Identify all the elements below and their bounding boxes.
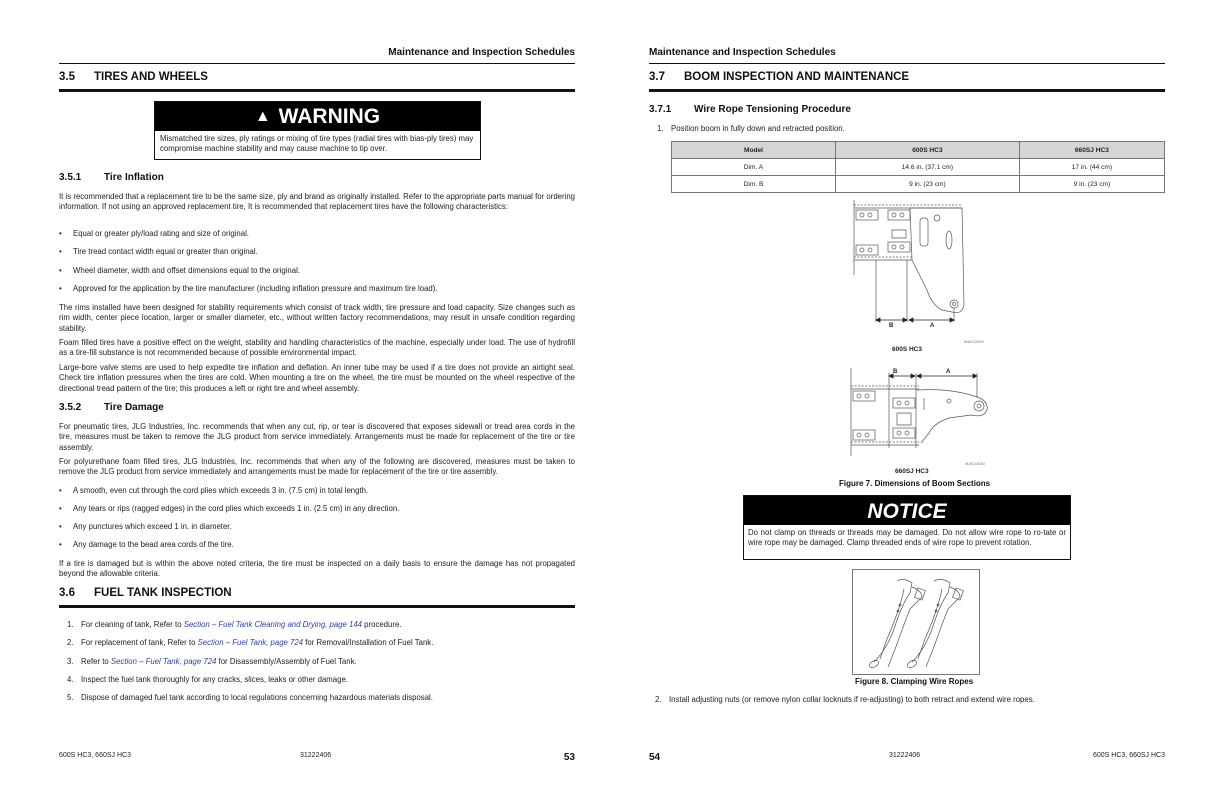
notice-header: NOTICE <box>744 496 1070 525</box>
figure-reference: MAE22840 <box>965 461 985 466</box>
paragraph-foam: Foam filled tires have a positive effect on the weight, stability and handling characteristics of the machine, especially under load. The use of hydrofill as a tire-fill substance is not recommended because of possible environmental impact. <box>59 338 575 358</box>
table-row <box>672 176 1165 193</box>
notice-text: Do not clamp on threads or threads may be damaged. Do not allow wire rope to ro-tate or wire rope may be damaged. Clamp threaded ends of wire rope to prevent rotation. <box>748 528 1066 547</box>
warning-header <box>155 102 480 131</box>
figure-7-caption: Figure 7. Dimensions of Boom Sections <box>839 479 991 488</box>
header-rule <box>59 63 575 64</box>
footer-doc-number: 31222406 <box>889 752 921 759</box>
header-rule <box>649 63 1165 64</box>
list-item: • Tire tread contact width equal or greater than original. <box>59 247 258 256</box>
subsection-title: Tire Inflation <box>104 172 164 183</box>
running-header: Maintenance and Inspection Schedules <box>649 47 836 58</box>
subsection-number: 3.5.1 <box>59 172 82 183</box>
figure-8-caption: Figure 8. Clamping Wire Ropes <box>855 677 974 686</box>
notice-box <box>743 495 1071 560</box>
dim-b-label: B <box>893 369 898 375</box>
footer-models: 600S HC3, 660SJ HC3 <box>1093 752 1165 759</box>
table-cell: 17 in. (44 cm) <box>1019 159 1164 176</box>
subsection-heading-3-5-2 <box>59 402 164 413</box>
paragraph-rims: The rims installed have been designed for stability requirements which consist of track width, tire pressure and load capacity. Size changes such as rim width, center piece location, larger or smaller diameter, etc., without written factory recommendations, may result in unsafe condition regarding stability. <box>59 303 575 333</box>
boom-diagram-600s <box>852 200 972 335</box>
table-cell: 9 in. (23 cm) <box>836 176 1020 193</box>
link-fuel-tank-cleaning[interactable]: Section – Fuel Tank Cleaning and Drying, page 144 <box>183 620 363 629</box>
list-item: 2. Install adjusting nuts (or remove nylon collar locknuts if re-adjusting) to both retract and extend wire ropes. <box>655 695 1035 704</box>
dim-a-label: A <box>930 323 935 329</box>
list-item: • Equal or greater ply/load rating and size of original. <box>59 229 249 238</box>
list-item: 4. Inspect the fuel tank thoroughly for any cracks, slices, leaks or other damage. <box>67 675 348 684</box>
warning-triangle-icon: ▲ <box>254 108 271 125</box>
list-item: • Wheel diameter, width and offset dimensions equal to the original. <box>59 266 300 275</box>
warning-text: Mismatched tire sizes, ply ratings or mixing of tire types (radial tires with bias-ply tires) may compromise machine stability and may cause machine to tip over. <box>160 134 474 153</box>
section-rule <box>649 89 1165 92</box>
clamping-wire-ropes-illustration <box>852 569 980 675</box>
running-header: Maintenance and Inspection Schedules <box>388 47 575 58</box>
table-cell: Dim. B <box>672 176 836 193</box>
table-row <box>672 159 1165 176</box>
section-number: 3.7 <box>649 71 665 83</box>
section-heading-3-5 <box>59 71 208 83</box>
section-number: 3.5 <box>59 71 75 83</box>
subsection-number: 3.5.2 <box>59 402 82 413</box>
paragraph-pneumatic: For pneumatic tires, JLG Industries, Inc. recommends that when any cut, rip, or tear is discovered that exposes sidewall or tread area cords in the tire, measures must be taken to remove the JLG product from service immediately. Arrangements must be made for replacement of the tire or tire assembly. <box>59 422 575 452</box>
list-item: 1. For cleaning of tank, Refer to Section – Fuel Tank Cleaning and Drying, page 144 procedure. <box>67 620 402 629</box>
dim-a-label: A <box>946 369 951 375</box>
warning-box <box>154 101 481 160</box>
figure-reference: MAE22850 <box>964 339 984 344</box>
section-heading-3-6 <box>59 587 232 599</box>
table-cell: 14.6 in. (37.1 cm) <box>836 159 1020 176</box>
list-item: • Any tears or rips (ragged edges) in the cord plies which exceeds 1 in. (2.5 cm) in any direction. <box>59 504 400 513</box>
paragraph-polyurethane: For polyurethane foam filled tires, JLG Industries, Inc. recommends that when any of the following are discovered, measures must be taken to remove the JLG product from service immediately and arrangements must be made for replacement of the tire or tire assembly. <box>59 457 575 477</box>
list-item: 3. Refer to Section – Fuel Tank, page 724 for Disassembly/Assembly of Fuel Tank. <box>67 657 357 666</box>
paragraph-intro: It is recommended that a replacement tire to be the same size, ply and brand as originally installed. Refer to the appropriate parts manual for ordering information. If not using an approved replacement tire, It is recommended that replacement tires have the following characteristics: <box>59 192 575 212</box>
list-item: • Any punctures which exceed 1 in. in diameter. <box>59 522 232 531</box>
subsection-heading-3-7-1 <box>649 104 851 115</box>
figure-sublabel-660sj: 660SJ HC3 <box>895 468 929 475</box>
section-title: TIRES AND WHEELS <box>94 71 208 83</box>
table-header: 660SJ HC3 <box>1019 142 1164 159</box>
section-heading-3-7 <box>649 71 909 83</box>
list-item: 5. Dispose of damaged fuel tank according to local regulations concerning hazardous materials disposal. <box>67 693 433 702</box>
footer-doc-number: 31222406 <box>300 752 332 759</box>
link-fuel-tank[interactable]: Section – Fuel Tank, page 724 <box>197 638 304 647</box>
section-title: BOOM INSPECTION AND MAINTENANCE <box>684 71 910 83</box>
table-cell: 9 in. (23 cm) <box>1019 176 1164 193</box>
warning-title: WARNING <box>278 105 381 128</box>
table-header-row <box>672 142 1165 159</box>
paragraph-valve: Large-bore valve stems are used to help expedite tire inflation and deflation. An inner tube may be used if a tire does not provide an airtight seal. Check tire inflation pressures when the tires are cold. When mounting a tire on the wheel, the tire must be mounted on the wheel respective of the directional tread pattern of the tire; this produces a left or right tire and wheel assembly. <box>59 363 575 393</box>
footer-models: 600S HC3, 660SJ HC3 <box>59 752 131 759</box>
table-header: Model <box>672 142 836 159</box>
subsection-number: 3.7.1 <box>649 104 672 115</box>
page-53 <box>59 0 575 792</box>
table-cell: Dim. A <box>672 159 836 176</box>
subsection-heading-3-5-1 <box>59 172 164 183</box>
list-item: • A smooth, even cut through the cord plies which exceeds 3 in. (7.5 cm) in total length. <box>59 486 369 495</box>
section-rule <box>59 89 575 92</box>
paragraph-daily-inspection: If a tire is damaged but is within the above noted criteria, the tire must be inspected on a daily basis to ensure the damage has not propagated beyond the allowable criteria. <box>59 559 575 579</box>
list-item: 1. Position boom in fully down and retracted position. <box>657 124 845 133</box>
section-rule <box>59 605 575 608</box>
list-item: • Approved for the application by the tire manufacturer (including inflation pressure and maximum tire load). <box>59 284 438 293</box>
boom-diagram-660sj <box>849 368 994 460</box>
section-title: FUEL TANK INSPECTION <box>94 587 232 599</box>
subsection-title: Tire Damage <box>104 402 164 413</box>
subsection-title: Wire Rope Tensioning Procedure <box>694 104 851 115</box>
dim-b-label: B <box>889 323 894 329</box>
figure-sublabel-600s: 600S HC3 <box>892 346 922 353</box>
list-item: • Any damage to the bead area cords of the tire. <box>59 540 234 549</box>
link-fuel-tank[interactable]: Section – Fuel Tank, page 724 <box>110 657 217 666</box>
page-number: 53 <box>563 752 575 763</box>
page-number: 54 <box>649 752 661 763</box>
dimensions-table <box>671 141 1165 193</box>
list-item: 2. For replacement of tank, Refer to Section – Fuel Tank, page 724 for Removal/Installation of Fuel Tank. <box>67 638 434 647</box>
section-number: 3.6 <box>59 587 75 599</box>
table-header: 600S HC3 <box>836 142 1020 159</box>
page-54 <box>649 0 1165 792</box>
